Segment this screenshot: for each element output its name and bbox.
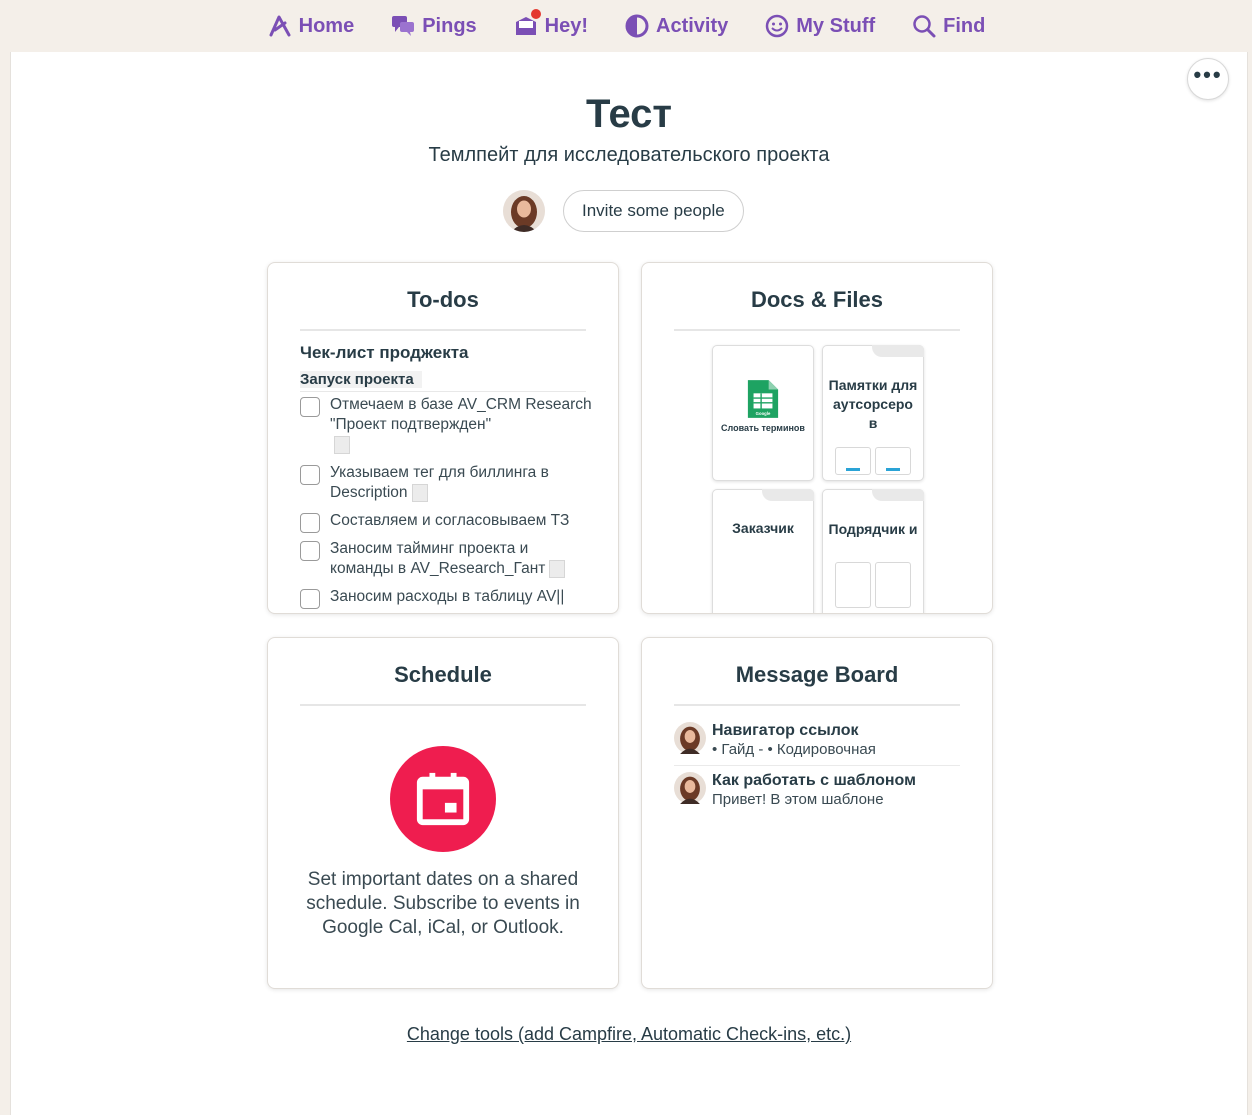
message-preview: Привет! В этом шаблоне bbox=[712, 791, 884, 808]
message-title: Как работать с шаблоном bbox=[712, 772, 916, 789]
todo-item bbox=[300, 587, 592, 609]
change-tools-link[interactable]: Change tools (add Campfire, Automatic Check-ins, etc.) bbox=[406, 1024, 852, 1044]
folder-tile[interactable] bbox=[822, 345, 924, 481]
smiley-icon bbox=[764, 13, 790, 39]
todo-checkbox[interactable] bbox=[300, 465, 320, 485]
project-page bbox=[10, 52, 1248, 1115]
avatar[interactable] bbox=[503, 190, 545, 232]
todo-checkbox[interactable] bbox=[300, 397, 320, 417]
calendar-icon bbox=[414, 770, 472, 828]
schedule-card[interactable] bbox=[267, 637, 619, 989]
todo-checkbox[interactable] bbox=[300, 513, 320, 533]
document-thumbnail-icon bbox=[835, 447, 871, 475]
pings-icon bbox=[390, 13, 416, 39]
schedule-heading[interactable]: Schedule bbox=[300, 662, 586, 706]
folder-icon bbox=[762, 489, 814, 501]
todo-item-text[interactable]: Отмечаем в базе AV_CRM Research "Проект подтвержден" bbox=[330, 396, 592, 433]
nav-home[interactable] bbox=[267, 13, 355, 39]
message-preview: • Гайд - • Кодировочная bbox=[712, 741, 876, 758]
nav-home-label: Home bbox=[298, 14, 355, 37]
folder-icon bbox=[872, 345, 924, 357]
docs-heading[interactable]: Docs & Files bbox=[674, 287, 960, 331]
folder-title: Подрядчик и bbox=[828, 521, 918, 537]
folder-tile[interactable] bbox=[822, 489, 924, 614]
todo-item-text[interactable]: Указываем тег для биллинга в Description bbox=[330, 464, 549, 501]
nav-find-label: Find bbox=[943, 14, 986, 37]
document-thumbnail-icon bbox=[875, 447, 911, 475]
folder-title: Памятки для аутсорсеро в bbox=[828, 377, 918, 431]
todo-item-text[interactable]: Составляем и согласовываем ТЗ bbox=[330, 512, 570, 529]
sheet-file-name: Словать терминов bbox=[721, 423, 805, 433]
folder-tile[interactable] bbox=[712, 489, 814, 614]
message-board-card[interactable] bbox=[641, 637, 993, 989]
message-title: Навигатор ссылок bbox=[712, 722, 859, 739]
calendar-badge bbox=[390, 746, 496, 852]
todo-item bbox=[300, 463, 592, 503]
nav-pings-label: Pings bbox=[422, 14, 477, 37]
folder-previews bbox=[833, 447, 913, 478]
document-thumbnail-icon bbox=[835, 562, 871, 608]
todo-list-title[interactable]: Чек-лист проджекта bbox=[300, 343, 469, 362]
nav-activity[interactable] bbox=[624, 13, 728, 39]
nav-hey[interactable] bbox=[513, 13, 588, 39]
todo-item bbox=[300, 539, 592, 579]
todo-item bbox=[300, 511, 592, 533]
sheet-brand-label: Google bbox=[755, 411, 771, 417]
nav-hey-label: Hey! bbox=[544, 14, 589, 37]
nav-my-stuff[interactable] bbox=[764, 13, 875, 39]
todo-group-label: Запуск проекта bbox=[300, 371, 422, 388]
todo-group-header bbox=[300, 371, 586, 392]
notification-dot bbox=[531, 9, 541, 19]
home-icon bbox=[267, 13, 293, 39]
message-item[interactable] bbox=[674, 772, 960, 809]
project-title: Тест bbox=[586, 92, 672, 136]
docs-files-card[interactable] bbox=[641, 262, 993, 614]
todo-checkbox[interactable] bbox=[300, 541, 320, 561]
search-icon bbox=[911, 13, 937, 39]
note-icon bbox=[549, 560, 565, 578]
google-sheets-icon bbox=[746, 378, 780, 420]
top-navigation bbox=[0, 0, 1252, 52]
avatar bbox=[674, 722, 706, 754]
nav-pings[interactable] bbox=[390, 13, 476, 39]
folder-previews bbox=[833, 562, 913, 611]
document-thumbnail-icon bbox=[875, 562, 911, 608]
folder-title: Заказчик bbox=[732, 520, 794, 536]
todo-checkbox[interactable] bbox=[300, 589, 320, 609]
todos-card[interactable] bbox=[267, 262, 619, 614]
project-subtitle: Темлпейт для исследовательского проекта bbox=[428, 144, 830, 166]
invite-people-button[interactable]: Invite some people bbox=[563, 190, 744, 232]
ellipsis-icon: ••• bbox=[1193, 62, 1223, 87]
people-row bbox=[503, 190, 744, 232]
todo-item bbox=[300, 395, 592, 455]
message-board-heading[interactable]: Message Board bbox=[674, 662, 960, 706]
note-icon bbox=[412, 484, 428, 502]
message-item[interactable] bbox=[674, 722, 960, 766]
doc-tile-spreadsheet[interactable] bbox=[712, 345, 814, 481]
todo-item-text[interactable]: Заносим расходы в таблицу AV|| bbox=[330, 588, 565, 605]
avatar bbox=[674, 772, 706, 804]
nav-my-stuff-label: My Stuff bbox=[796, 14, 876, 37]
todos-heading[interactable]: To-dos bbox=[300, 287, 586, 331]
nav-find[interactable] bbox=[911, 13, 985, 39]
folder-icon bbox=[872, 489, 924, 501]
todo-item-text[interactable]: Заносим тайминг проекта и команды в AV_Research_Гант bbox=[330, 540, 546, 577]
schedule-description: Set important dates on a shared schedule. Subscribe to events in Google Cal, iCal, or Outlook. bbox=[306, 869, 580, 938]
activity-icon bbox=[624, 13, 650, 39]
nav-activity-label: Activity bbox=[656, 14, 729, 37]
note-icon bbox=[334, 436, 350, 454]
